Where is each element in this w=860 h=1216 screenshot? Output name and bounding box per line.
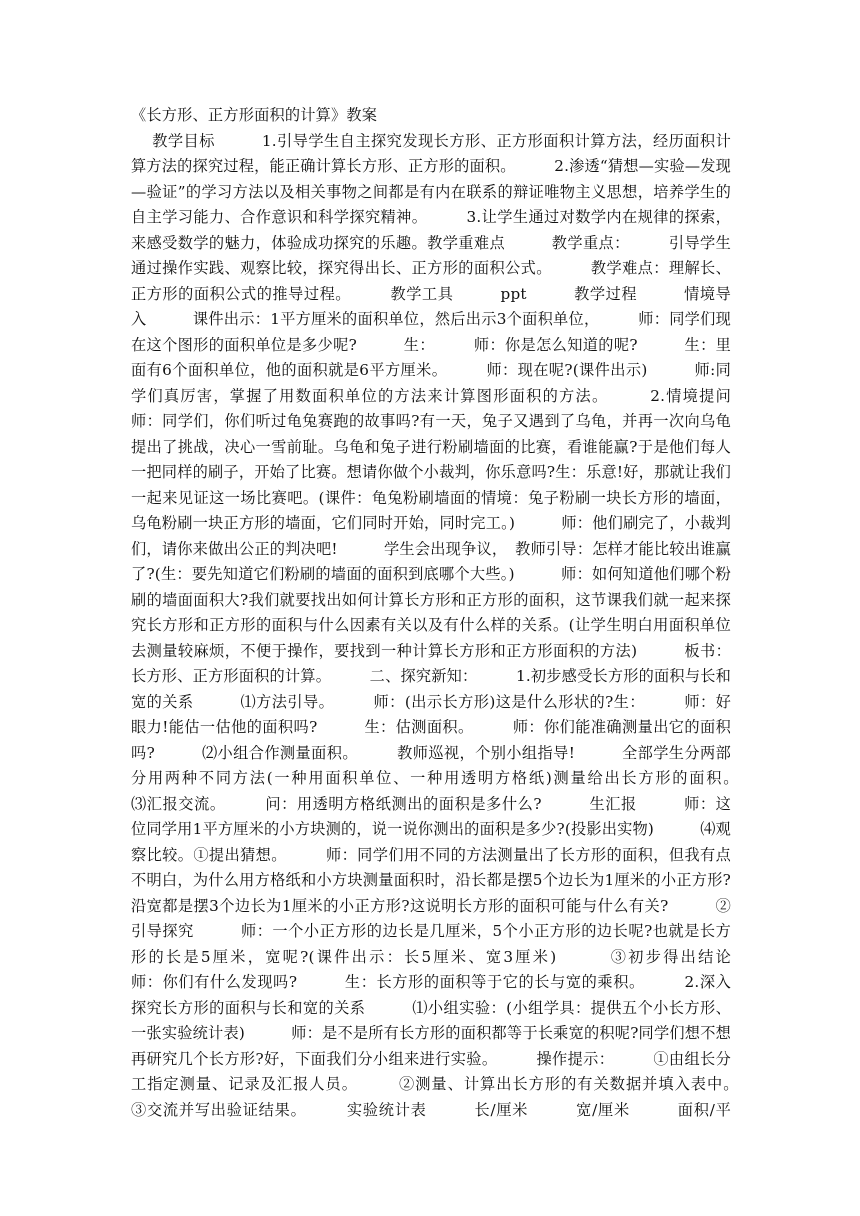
- document-title: 《长方形、正方形面积的计算》教案: [131, 106, 378, 124]
- document-page: [131, 103, 778, 1123]
- document-body: 教学目标 1.引导学生自主探究发现长方形、正方形面积计算方法，经历面积计算方法的探究过程，能正确计算长方形、正方形的面积。 2.渗透“猜想—实验—发现—验证”的学习方法以及相关事物之间都是有内在联系的辩证唯物主义思想，培养学生的自主学习能力、合作意识和科学探究精神。 3.让学生通过对数学内在规律的探索，来感受数学的魅力，体验成功探究的乐趣。教学重难点 教学重点： 引导学生通过操作实践、观察比较，探究得出长、正方形的面积公式。 教学难点：理解长、正方形的面积公式的推导过程。 教学工具 ppt 教学过程 情境导入 课件出示：1平方厘米的面积单位，然后出示3个面积单位， 师：同学们现在这个图形的面积单位是多少呢? 生： 师：你是怎么知道的呢? 生：里面有6个面积单位，他的面积就是6平方厘米。 师：现在呢?(课件出示) 师:同学们真厉害，掌握了用数面积单位的方法来计算图形面积的方法。 2.情境提问 师：同学们，你们听过龟兔赛跑的故事吗?有一天，兔子又遇到了乌龟，并再一次向乌龟提出了挑战，决心一雪前耻。乌龟和兔子进行粉刷墙面的比赛，看谁能赢?于是他们每人一把同样的刷子，开始了比赛。想请你做个小裁判，你乐意吗?生：乐意!好，那就让我们一起来见证这一场比赛吧。(课件：龟兔粉刷墙面的情境：兔子粉刷一块长方形的墙面，乌龟粉刷一块正方形的墙面，它们同时开始，同时完工。) 师：他们刷完了，小裁判们，请你来做出公正的判决吧! 学生会出现争议， 教师引导：怎样才能比较出谁赢了?(生：要先知道它们粉刷的墙面的面积到底哪个大些。) 师：如何知道他们哪个粉刷的墙面面积大?我们就要找出如何计算长方形和正方形的面积，这节课我们就一起来探究长方形和正方形的面积与什么因素有关以及有什么样的关系。(让学生明白用面积单位去测量较麻烦，不便于操作，要找到一种计算长方形和正方形面积的方法) 板书：长方形、正方形面积的计算。 二、探究新知： 1.初步感受长方形的面积与长和宽的关系 ⑴方法引导。 师：(出示长方形)这是什么形状的?生： 师：好眼力!能估一估他的面积吗? 生：估测面积。 师：你们能准确测量出它的面积吗? ⑵小组合作测量面积。 教师巡视，个别小组指导! 全部学生分两部分用两种不同方法(一种用面积单位、一种用透明方格纸)测量给出长方形的面积。 ⑶汇报交流。 问：用透明方格纸测出的面积是多什么? 生汇报 师：这位同学用1平方厘米的小方块测的，说一说你测出的面积是多少?(投影出实物) ⑷观察比较。①提出猜想。 师：同学们用不同的方法测量出了长方形的面积，但我有点不明白，为什么用方格纸和小方块测量面积时，沿长都是摆5个边长为1厘米的小正方形?沿宽都是摆3个边长为1厘米的小正方形?这说明长方形的面积可能与什么有关? ②引导探究 师：一个小正方形的边长是几厘米，5个小正方形的边长呢?也就是长方形的长是5厘米，宽呢?(课件出示：长5厘米、宽3厘米) ③初步得出结论 师：你们有什么发现吗? 生：长方形的面积等于它的长与宽的乘积。 2.深入探究长方形的面积与长和宽的关系 ⑴小组实验：(小组学具：提供五个小长方形、一张实验统计表) 师：是不是所有长方形的面积都等于长乘宽的积呢?同学们想不想再研究几个长方形?好，下面我们分小组来进行实验。 操作提示： ①由组长分工指定测量、记录及汇报人员。 ②测量、计算出长方形的有关数据并填入表中。 ③交流并写出验证结果。 实验统计表 长/厘米 宽/厘米 面积/平: [131, 131, 778, 1119]
